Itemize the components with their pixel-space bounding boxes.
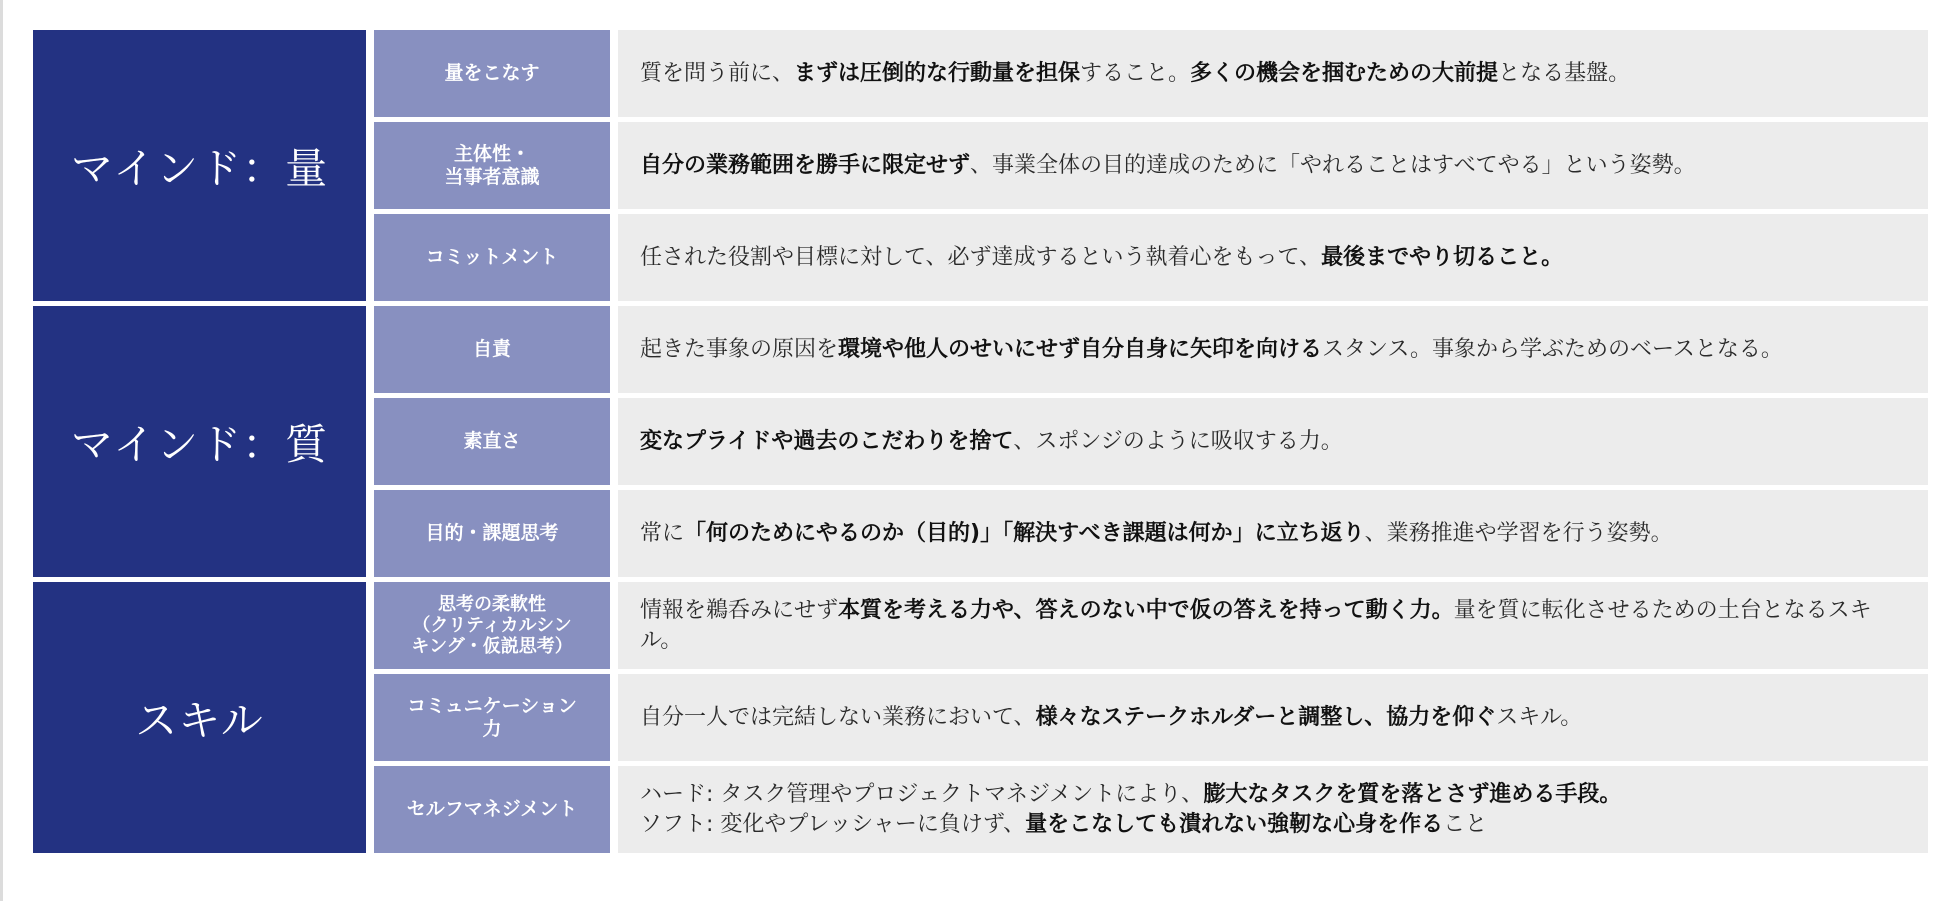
description-text <box>640 151 1696 181</box>
description-text <box>640 427 1343 457</box>
emphasis-text: 本質を考える力や、答えのない中で仮の答えを持って動く力。 <box>838 597 1454 623</box>
text-segment: 、事業全体の目的達成のために「やれることはすべてやる」という姿勢。 <box>970 152 1696 178</box>
text-segment: すること。 <box>1080 60 1191 86</box>
text-segment: スタンス。事象から学ぶためのベースとなる。 <box>1322 336 1783 362</box>
subcategory-label: 主体性・ 当事者意識 <box>444 142 540 188</box>
subcategory-cell <box>374 306 610 393</box>
description-cell <box>618 306 1928 393</box>
description-text <box>640 780 1621 840</box>
category-cell-mind-quality <box>33 306 366 577</box>
emphasis-text: 量をこなしても潰れない強靭な心身を作る <box>1025 811 1444 837</box>
subcategory-label: セルフマネジメント <box>406 798 578 820</box>
text-segment: 自分一人では完結しない業務において、 <box>640 704 1036 730</box>
emphasis-text: 環境や他人のせいにせず自分自身に矢印を向ける <box>838 336 1323 362</box>
text-segment: 情報を鵜呑みにせず <box>640 597 839 623</box>
category-cell-mind-quantity <box>33 30 366 301</box>
subcategory-cell <box>374 766 610 853</box>
text-segment: スキル。 <box>1496 704 1583 730</box>
subcategory-cell <box>374 30 610 117</box>
competency-table <box>33 30 1928 855</box>
subcategory-cell <box>374 398 610 485</box>
subcategory-label: 思考の柔軟性 （クリティカルシン キング・仮説思考） <box>411 594 573 657</box>
subcategory-cell <box>374 582 610 669</box>
description-cell <box>618 122 1928 209</box>
emphasis-text: 変なプライドや過去のこだわりを捨て <box>640 428 1014 454</box>
text-segment: 起きた事象の原因を <box>640 336 839 362</box>
description-cell <box>618 398 1928 485</box>
subcategory-label: コミットメント <box>425 246 559 268</box>
subcategory-label: 量をこなす <box>444 62 540 84</box>
subcategory-cell <box>374 122 610 209</box>
emphasis-text: 自分の業務範囲を勝手に限定せず <box>640 152 971 178</box>
category-label: マインド：質 <box>70 419 329 469</box>
description-cell <box>618 582 1928 669</box>
description-cell <box>618 30 1928 117</box>
description-cell <box>618 490 1928 577</box>
description-text <box>640 243 1563 273</box>
subcategory-cell <box>374 490 610 577</box>
text-segment: 、スポンジのように吸収する力。 <box>1013 428 1343 454</box>
description-text <box>640 703 1582 733</box>
subcategory-cell <box>374 214 610 301</box>
text-segment: こと <box>1443 811 1488 837</box>
emphasis-text: 膨大なタスクを質を落とさず進める手段。 <box>1203 781 1622 807</box>
category-cell-skill <box>33 582 366 853</box>
subcategory-label: コミュニケーション 力 <box>407 694 577 740</box>
subcategory-cell <box>374 674 610 761</box>
emphasis-text: まずは圧倒的な行動量を担保 <box>794 60 1081 86</box>
description-cell <box>618 674 1928 761</box>
subcategory-label: 自責 <box>472 338 511 360</box>
text-segment: ソフト: 変化やプレッシャーに負けず、 <box>640 811 1026 837</box>
category-label: スキル <box>135 695 264 745</box>
description-cell <box>618 766 1928 853</box>
text-segment: となる基盤。 <box>1498 60 1631 86</box>
subcategory-label: 目的・課題思考 <box>425 522 559 544</box>
text-segment: 質を問う前に、 <box>640 60 795 86</box>
emphasis-text: 多くの機会を掴むための大前提 <box>1190 60 1499 86</box>
category-label: マインド：量 <box>70 143 329 193</box>
text-segment: 常に <box>640 520 685 546</box>
emphasis-text: 「何のためにやるのか（目的)」「解決すべき課題は何か」に立ち返り <box>684 520 1365 546</box>
subcategory-label: 素直さ <box>463 430 521 452</box>
text-segment: 任された役割や目標に対して、必ず達成するという執着心をもって、 <box>640 244 1322 270</box>
description-text <box>640 519 1673 549</box>
text-segment: ハード: タスク管理やプロジェクトマネジメントにより、 <box>640 781 1204 807</box>
description-cell <box>618 214 1928 301</box>
description-text <box>640 596 1906 656</box>
description-text <box>640 335 1783 365</box>
text-segment: 量を質に転化させるための土台となるスキル。 <box>640 597 1872 653</box>
emphasis-text: 最後までやり切ること。 <box>1321 244 1564 270</box>
emphasis-text: 様々なステークホルダーと調整し、協力を仰ぐ <box>1035 704 1497 730</box>
text-segment: 、業務推進や学習を行う姿勢。 <box>1364 520 1673 546</box>
description-text <box>640 59 1630 89</box>
